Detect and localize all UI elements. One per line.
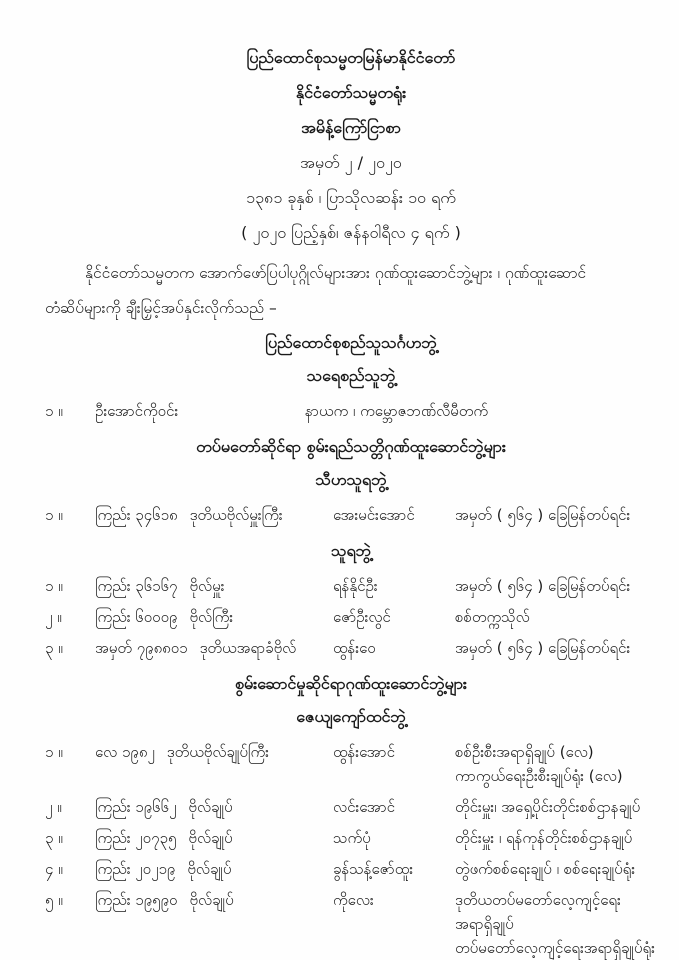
subsection-title-zeya-kyaw-htin: ဇေယျကျော်ထင်ဘွဲ့ [296,707,406,726]
recipient-position: နာယက ၊ ကမ္ဘောဇဘဏ်လီမီတက် [305,402,489,420]
award-row [45,795,657,819]
award-row [45,399,657,423]
recipient-name: ဇော်ဦးလွင် [333,608,391,626]
recipient-name: ဦးအောင်ကိုဝင်း [95,402,179,420]
order-number: အမှတ် ၂ / ၂၀၂၀ [300,153,402,172]
military-rank: ဒုတိယဗိုလ်မှူးကြီး [189,506,283,524]
service-serial-rank [95,636,333,660]
row-number: ၁ ။ [45,743,63,761]
row-number: ၃ ။ [45,639,63,657]
intro-paragraph [45,256,657,326]
recipient-position: တိုင်းမှူး ၊ ရန်ကုန်တိုင်းစစ်ဌာနချုပ် [455,829,633,847]
row-number: ၄ ။ [45,860,63,878]
recipient-position: အမှတ် ( ၅၆၄ ) ခြေမြန်တပ်ရင်း [455,506,631,524]
award-row [45,636,657,660]
gregorian-date: ( ၂၀၂၀ ပြည့်နှစ်၊ ဇန်နဝါရီလ ၄ ရက် ) [241,223,461,242]
recipient-position: တွဲဖက်စစ်ရေးချုပ် ၊ စစ်ရေးချုပ်ရုံး [455,860,636,878]
recipient-name: အေးမင်းအောင် [333,506,415,524]
award-row [45,857,657,881]
recipient-position [455,888,657,960]
recipient-position [455,740,657,788]
subsection-title-thura: သူရဘွဲ့ [330,541,372,560]
section-title-performance: စွမ်းဆောင်မှုဆိုင်ရာဂုဏ်ထူးဆောင်ဘွဲ့များ [235,674,467,693]
position-line-2: ကာကွယ်ရေးဦးစီးချုပ်ရုံး (လေ) [455,767,623,785]
recipient-name: ရန်နိုင်ဦး [333,577,378,595]
service-serial-rank [95,740,333,764]
service-serial: ကြည်း ၂၀၂၁၉ [95,860,176,878]
award-row [45,574,657,598]
recipient-name: ခွန်သန့်ဇော်ထူး [333,860,414,878]
recipient-position: စစ်တက္ကသိုလ် [455,608,530,626]
recipient-name: လင်းအောင် [333,798,396,816]
recipient-name: ကိုလေး [333,891,374,909]
row-number: ၅ ။ [45,891,63,909]
section-title-union-sithu: ပြည်ထောင်စုစည်သူသင်္ဂဟဘွဲ့ [265,333,437,352]
recipient-position: အမှတ် ( ၅၆၄ ) ခြေမြန်တပ်ရင်း [455,639,631,657]
row-number: ၁ ။ [45,506,63,524]
subsection-title-thiha-thura: သီဟသူရဘွဲ့ [315,470,387,489]
row-number: ၂ ။ [45,608,62,626]
recipient-name: သက်ပုံ [333,829,371,847]
service-serial: အမှတ် ၇၉၈၈၀၁ [95,639,188,657]
row-number: ၂ ။ [45,798,62,816]
award-row [45,888,657,960]
service-serial-rank [95,574,333,598]
military-rank: ဒုတိယအရာခံဗိုလ် [199,639,297,657]
military-rank: ဗိုလ်ချုပ် [188,798,233,816]
state-title: ပြည်ထောင်စုသမ္မတမြန်မာနိုင်ငံတော် [246,48,456,67]
award-row [45,503,657,527]
service-serial: ကြည်း ၂၀၇၃၅ [95,829,177,847]
service-serial-rank [95,795,333,819]
position-line-1: ဒုတိယတပ်မတော်လေ့ကျင့်ရေးအရာရှိချုပ် [455,891,621,933]
award-row [45,605,657,629]
service-serial: ကြည်း ၃၆၁၆၇ [95,577,178,595]
row-number: ၃ ။ [45,829,63,847]
service-serial-rank [95,605,333,629]
row-number: ၁ ။ [45,577,63,595]
order-type: အမိန့်ကြော်ငြာစာ [301,118,401,137]
intro-line-2: တံဆိပ်များကို ချီးမြှင့်အပ်နှင်းလိုက်သည် – [45,299,277,317]
military-rank: ဗိုလ်ချုပ် [189,891,234,909]
service-serial-rank [95,503,333,527]
recipient-position: အမှတ် ( ၅၆၄ ) ခြေမြန်တပ်ရင်း [455,577,631,595]
military-rank: ဒုတိယဗိုလ်ချုပ်ကြီး [166,743,269,761]
award-row [45,826,657,850]
recipient-name: ထွန်းအောင် [333,743,395,761]
subsection-title-thray-sithu: သရေစည်သူဘွဲ့ [306,366,396,385]
position-line-1: စစ်ဦးစီးအရာရှိချုပ် (လေ) [455,743,594,761]
myanmar-calendar-date: ၁၃၈၁ ခုနှစ် ၊ ပြာသိုလဆန်း ၁၀ ရက် [246,188,456,207]
row-number: ၁ ။ [45,402,63,420]
military-rank: ဗိုလ်ကြီး [189,608,234,626]
section-title-military-gallantry: တပ်မတော်ဆိုင်ရာ စွမ်းရည်သတ္တိဂုဏ်ထူးဆောင်ဘွဲ့များ [196,437,506,456]
military-rank: ဗိုလ်ချုပ် [188,829,233,847]
office-title: နိုင်ငံတော်သမ္မတရုံး [295,83,407,102]
service-serial: ကြည်း ၆၀၀၀၉ [95,608,178,626]
military-rank: ဗိုလ်မှူး [189,577,225,595]
service-serial-rank [95,826,333,850]
service-serial: ကြည်း ၃၄၆၁၈ [95,506,178,524]
military-rank: ဗိုလ်ချုပ် [187,860,232,878]
service-serial-rank [95,857,333,881]
recipient-name: ထွန်းဝေ [333,639,376,657]
service-serial: ကြည်း ၁၉၆၆၂ [95,798,177,816]
service-serial-rank [95,888,333,912]
intro-line-1: နိုင်ငံတော်သမ္မတက အောက်ဖော်ပြပါပုဂ္ဂိုလ်များအား ဂုဏ်ထူးဆောင်ဘွဲ့များ ၊ ဂုဏ်ထူးဆောင် [85,264,586,282]
recipient-position: တိုင်းမှူး၊ အရှေ့ပိုင်းတိုင်းစစ်ဌာနချုပ် [455,798,641,816]
service-serial: လေ ၁၉၈၂ [95,743,155,761]
service-serial: ကြည်း ၁၉၅၉၀ [95,891,178,909]
position-line-2: တပ်မတော်လေ့ကျင့်ရေးအရာရှိချုပ်ရုံး [455,939,655,957]
award-row [45,740,657,788]
